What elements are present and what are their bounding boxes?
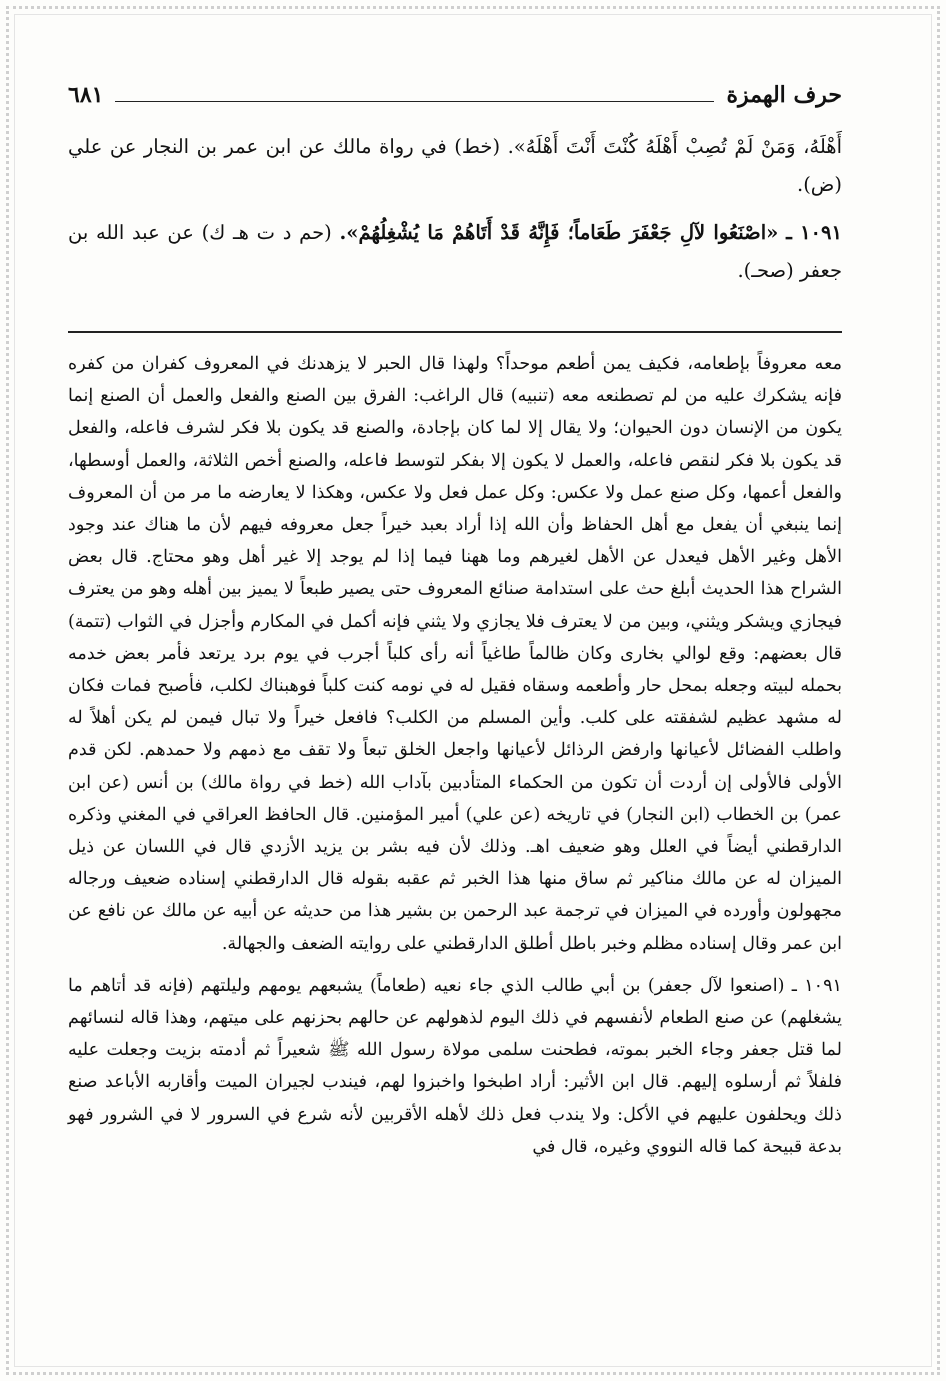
page-header — [68, 70, 842, 106]
hadith-entry — [68, 214, 842, 290]
hadith-continuation: أَهْلَهُ، وَمَنْ لَمْ تُصِبْ أَهْلَهُ كُنْتَ أَنْتَ أَهْلَهُ». (خط) في رواة مالك عن ابن عمر بن النجار عن علي (ض). — [68, 135, 842, 196]
hadith-entry-source: (حم د ت هـ ك) عن عبد الله بن جعفر (صحـ). — [68, 221, 842, 282]
commentary-paragraph: معه معروفاً بإطعامه، فكيف يمن أطعم موحداً؟ ولهذا قال الحبر لا يزهدنك في المعروف كفران من كفره فإنه يشكرك عليه من لم تصطنعه معه (تنبيه) قال الراغب: الفرق بين الصنع والفعل والعمل أن الصنع إنما يكون من الإنسان دون الحيوان؛ ولا يقال إلا لما كان بإجادة، والصنع قد يكون بلا فكر لشرف فاعله، والفعل قد يكون بلا فكر لنقص فاعله، والعمل لا يكون إلا بفكر لتوسط فاعله، والصنع أخص الثلاثة، والعمل أوسطها، والفعل أعمها، وكل صنع عمل ولا عكس: وكل عمل فعل ولا عكس، وهكذا لا يعارضه ما مر من أن المعروف إنما ينبغي أن يفعل مع أهل الحفاظ وأن الله إذا أراد بعبد خيراً جعل معروفه فيهم لأن ما هناك عند وجود الأهل وغير الأهل فيعدل عن الأهل لغيرهم وما ههنا فيما إذا لم يوجد إلا غير أهل وهو محتاج. قال بعض الشراح هذا الحديث أبلغ حث على استدامة صنائع المعروف حتى يصير طبعاً لا يميز بين أهله وهو من يعترف فيجازي ويشكر ويثني، وبين من لا يعترف فلا يجازي ولا يثني فإنه أكمل في المكارم وأجزل في الثواب (تتمة) قال بعضهم: وقع لوالي بخارى وكان ظالماً طاغياً أنه رأى كلباً أجرب في يوم برد يرتعد فأمر بعض خدمه بحمله لبيته وجعله بمحل حار وأطعمه وسقاه فقيل له في نومه كنت كلباً فوهبناك لكلب، فأصبح فمات فكان له مشهد عظيم لشفقته على كلب. وأين المسلم من الكلب؟ فافعل خيراً ولا تبال فيمن لم يكن أهلاً له واطلب الفضائل لأعيانها وارفض الرذائل لأعيانها واجعل الخلق تبعاً ولا تقف مع ذمهم ولا حمدهم. لكن قدم الأولى فالأولى إن أردت أن تكون من الحكماء المتأدبين بآداب الله (خط في رواة مالك) بن أنس (عن ابن عمر) بن الخطاب (ابن النجار) في تاريخه (عن علي) أمير المؤمنين. قال الحافظ العراقي في المغني وذكره الدارقطني أيضاً في العلل وهو ضعيف اهـ. وذلك لأن فيه بشر بن يزيد الأزدي قال في اللسان عن ذيل الميزان له عن مالك مناكير ثم ساق منها هذا الخبر ثم عقبه بقوله قال الدارقطني إسناده ضعيف ورجاله مجهولون وأورده في الميزان في ترجمة عبد الرحمن بن بشير هذا من حديثه عن أبيه عن مالك عن نافع عن ابن عمر وقال إسناده مظلم وخبر باطل أطلق الدارقطني على روايته الضعف والجهالة. — [68, 354, 842, 954]
running-title: حرف الهمزة — [726, 82, 842, 108]
hadith-text — [68, 128, 842, 300]
hadith-entry-text: «اصْنَعُوا لآلِ جَعْفَرَ طَعَاماً؛ فَإِنَّهُ قَدْ أَتَاهُمْ مَا يُشْغِلُهُمْ». — [339, 221, 779, 244]
header-rule — [115, 101, 714, 102]
commentary-paragraph: ١٠٩١ ـ (اصنعوا لآل جعفر) بن أبي طالب الذي جاء نعيه (طعاماً) يشبعهم يومهم وليلتهم (فإنه قد أتاهم ما يشغلهم) عن صنع الطعام لأنفسهم في ذلك اليوم لذهولهم عن حالهم بحزنهم على ميتهم، وهذا قاله لنسائهم لما قتل جعفر وجاء الخبر بموته، فطحنت سلمى مولاة رسول الله ﷺ شعيراً ثم أدمته بزيت وجعلت عليه فلفلاً ثم أرسلوه إليهم. قال ابن الأثير: أراد اطبخوا واخبزوا لهم، فيندب لجيران الميت وأقاربه الأباعد صنع ذلك ويحلفون عليهم في الأكل: ولا يندب فعل ذلك لأهله الأقربين لأنه شرع في السرور لا في الشرور فهو بدعة قبيحة كما قاله النووي وغيره، قال في — [68, 975, 842, 1157]
commentary-text — [68, 348, 842, 1173]
page-number: ٦٨١ — [68, 82, 104, 108]
section-divider — [68, 331, 842, 333]
hadith-entry-number: ١٠٩١ ـ — [786, 221, 842, 244]
